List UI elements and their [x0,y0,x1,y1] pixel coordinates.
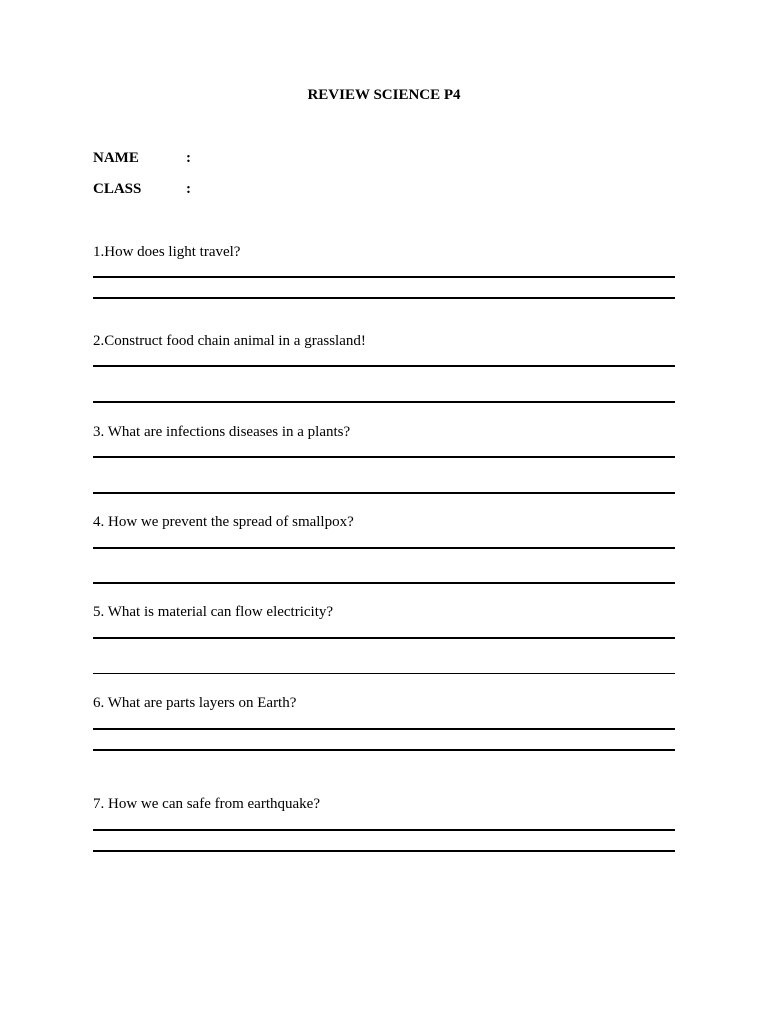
answer-line-7b[interactable] [93,850,675,852]
answer-line-6b[interactable] [93,749,675,751]
answer-line-4b[interactable] [93,582,675,584]
name-label: NAME [93,150,139,166]
question-6: 6. What are parts layers on Earth? [93,695,297,711]
answer-line-5a[interactable] [93,637,675,639]
question-2: 2.Construct food chain animal in a grassland! [93,333,366,349]
answer-line-7a[interactable] [93,829,675,831]
question-1: 1.How does light travel? [93,244,241,260]
answer-line-6a[interactable] [93,728,675,730]
answer-line-3b[interactable] [93,492,675,494]
name-colon: : [186,150,191,166]
answer-line-1b[interactable] [93,297,675,299]
answer-line-2a[interactable] [93,365,675,367]
question-3: 3. What are infections diseases in a plants? [93,424,351,440]
answer-line-2b[interactable] [93,401,675,403]
class-label: CLASS [93,181,142,197]
question-7: 7. How we can safe from earthquake? [93,796,320,812]
class-colon: : [186,181,191,197]
page-title: REVIEW SCIENCE P4 [307,87,461,103]
answer-line-5b[interactable] [93,673,675,674]
question-5: 5. What is material can flow electricity? [93,604,334,620]
question-4: 4. How we prevent the spread of smallpox? [93,514,354,530]
answer-line-3a[interactable] [93,456,675,458]
answer-line-4a[interactable] [93,547,675,549]
answer-line-1a[interactable] [93,276,675,278]
